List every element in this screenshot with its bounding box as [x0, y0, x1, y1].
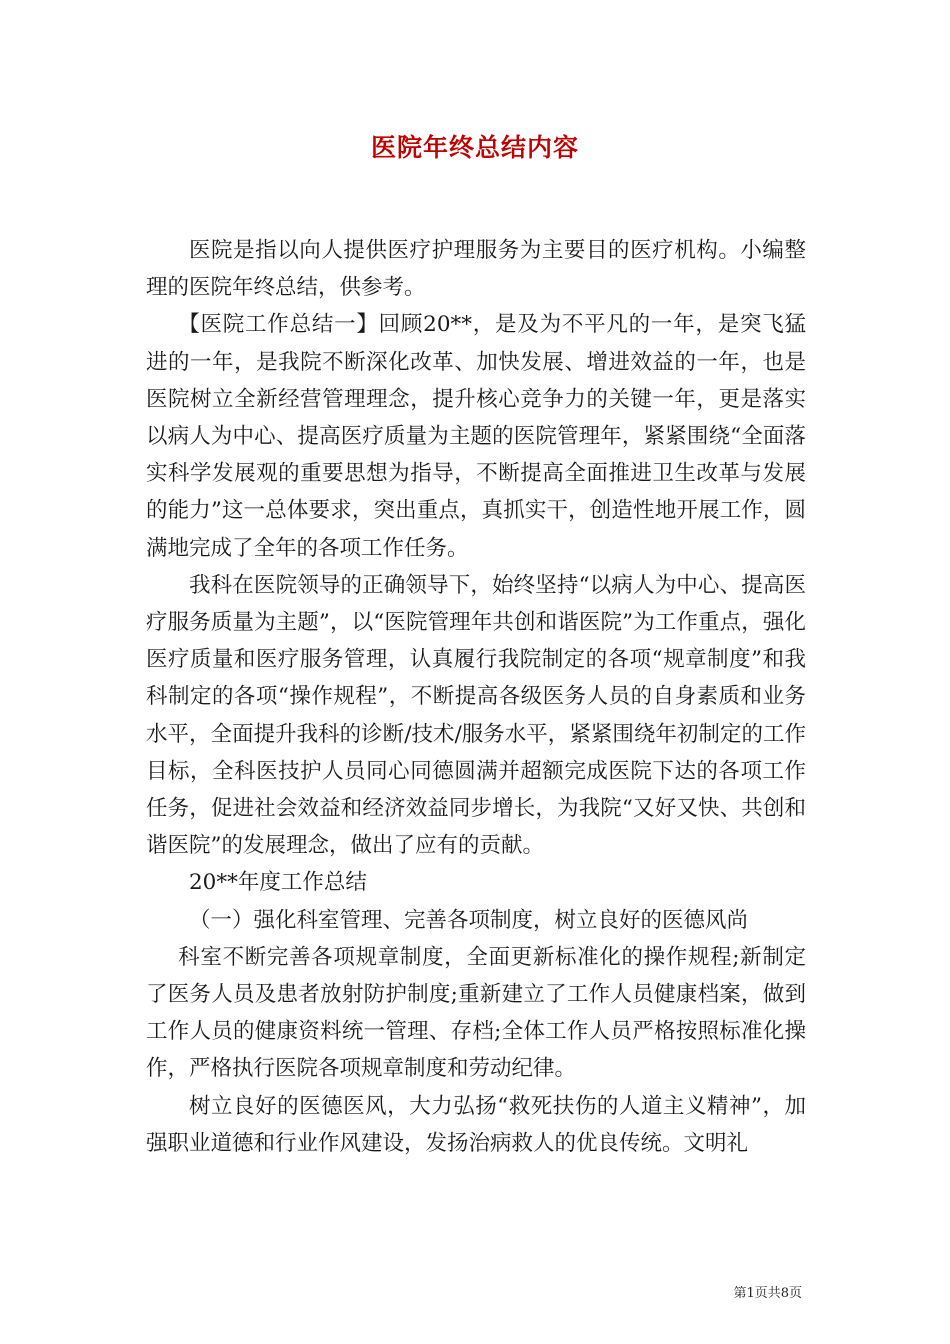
page-number: 第1页共8页 [733, 1286, 802, 1301]
paragraph-ethics: 树立良好的医德医风，大力弘扬“救死扶伤的人道主义精神”，加强职业道德和行业作风建设，发扬治病救人的优良传统。文明礼 [146, 1093, 806, 1156]
section-heading-one: （一）强化科室管理、完善各项制度，树立良好的医德风尚 [189, 907, 749, 933]
paragraph-intro: 医院是指以向人提供医疗护理服务为主要目的医疗机构。小编整理的医院年终总结，供参考。 [146, 238, 806, 301]
section-heading-annual: 20**年度工作总结 [189, 870, 367, 896]
document-title: 医院年终总结内容 [370, 133, 579, 162]
paragraph-department: 我科在医院领导的正确领导下，始终坚持“以病人为中心、提高医疗服务质量为主题”，以“医院管理年共创和谐医院”为工作重点，强化医疗质量和医疗服务管理，认真履行我院制定的各项“规章制度”和我科制定的各项“操作规程”，不断提高各级医务人员的自身素质和业务水平，全面提升我科的诊断/技术/服务水平，紧紧围绕年初制定的工作目标，全科医技护人员同心同德圆满并超额完成医院下达的各项工作任务，促进社会效益和经济效益同步增长，为我院“又好又快、共创和谐医院”的发展理念，做出了应有的贡献。 [146, 572, 806, 859]
document-body [146, 232, 806, 1162]
paragraph-rules: 科室不断完善各项规章制度，全面更新标准化的操作规程;新制定了医务人员及患者放射防护制度;重新建立了工作人员健康档案，做到工作人员的健康资料统一管理、存档;全体工作人员严格按照标准化操作，严格执行医院各项规章制度和劳动纪律。 [146, 944, 806, 1082]
paragraph-summary-one: 【医院工作总结一】回顾20**，是及为不平凡的一年，是突飞猛进的一年，是我院不断深化改革、加快发展、增进效益的一年，也是医院树立全新经营管理理念，提升核心竞争力的关键一年，更是落实以病人为中心、提高医疗质量为主题的医院管理年，紧紧围绕“全面落实科学发展观的重要思想为指导，不断提高全面推进卫生改革与发展的能力”这一总体要求，突出重点，真抓实干，创造性地开展工作，圆满地完成了全年的各项工作任务。 [146, 312, 806, 561]
